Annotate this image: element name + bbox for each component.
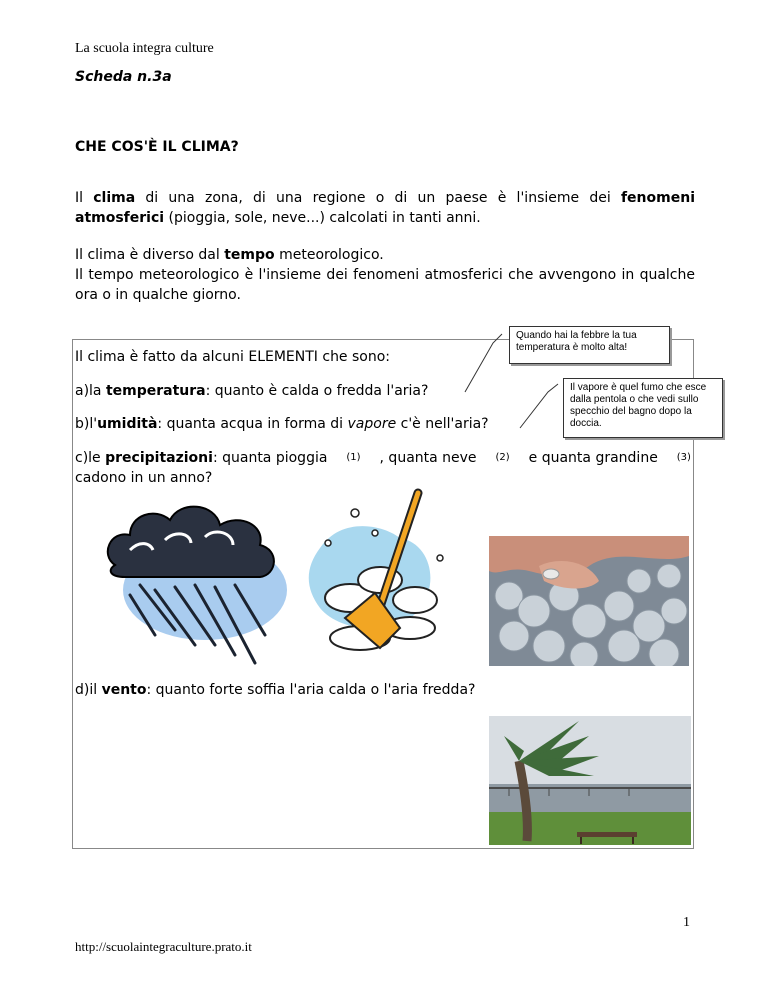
page-number: 1 — [683, 915, 690, 930]
rain-cloud-image — [95, 495, 290, 670]
footer-url[interactable]: http://scuolaintegraculture.prato.it — [75, 939, 252, 954]
snow-shovel-image — [300, 488, 450, 663]
document-header: La scuola integra culture — [75, 41, 214, 56]
climate-definition: Il clima di una zona, di una regione o di un paese è l'insieme dei fenomeni atmosferici (pioggia, sole, neve...) calcolati in tanti anni. — [75, 190, 695, 226]
temperature-callout: Quando hai la febbre la tua temperatura è molto alta! — [509, 326, 670, 364]
element-temperature: a)la temperatura: quanto è calda o fredda l'aria? — [75, 383, 429, 399]
elements-intro: Il clima è fatto da alcuni ELEMENTI che sono: — [75, 349, 391, 365]
element-precipitation: c)le precipitazioni: quanta pioggia (1) , quanta neve (2) e quanta grandine (3) cadono in un anno? — [75, 450, 691, 486]
wind-palm-photo — [489, 716, 691, 845]
page-title: CHE COS'È IL CLIMA? — [75, 139, 239, 155]
weather-definition: Il clima è diverso dal tempo meteorologico. Il tempo meteorologico è l'insieme dei fenomeni atmosferici che avvengono in qualche ora o in qualche giorno. — [75, 247, 695, 303]
worksheet-number: Scheda n.3a — [75, 69, 172, 85]
vapor-callout: Il vapore è quel fumo che esce dalla pentola o che vedi sullo specchio del bagno dopo la doccia. — [563, 378, 723, 438]
hail-photo — [489, 536, 689, 666]
element-wind: d)il vento: quanto forte soffia l'aria calda o l'aria fredda? — [75, 682, 476, 698]
element-humidity: b)l'umidità: quanta acqua in forma di vapore c'è nell'aria? — [75, 416, 489, 432]
